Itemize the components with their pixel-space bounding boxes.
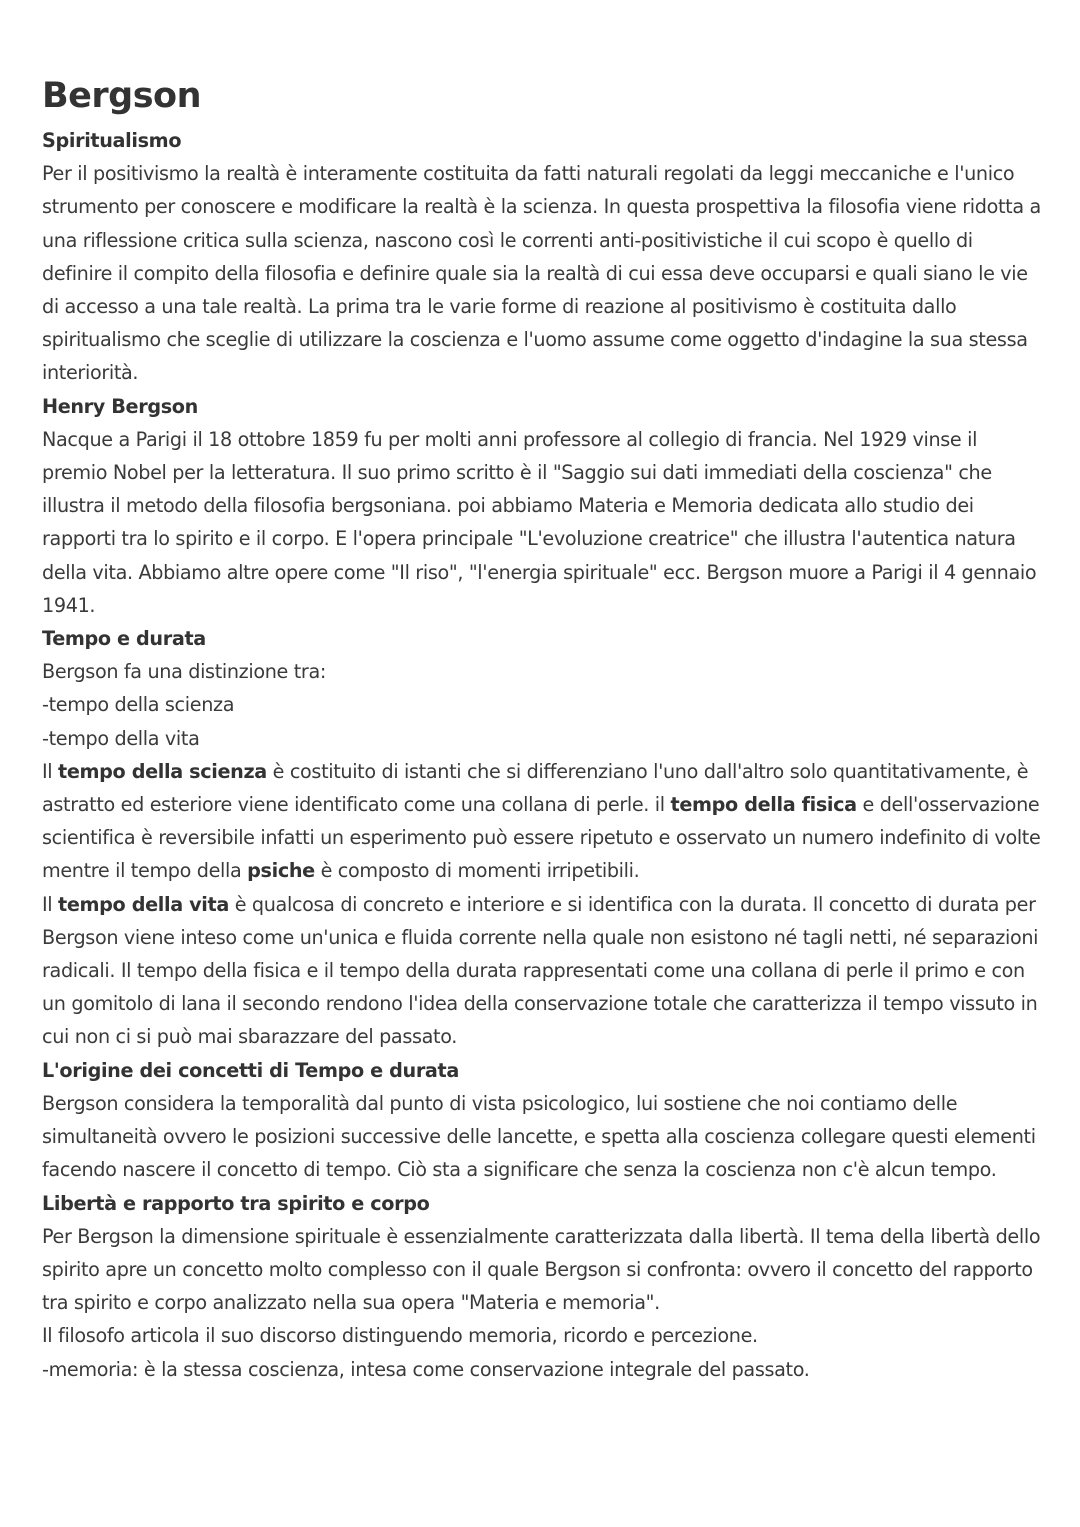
list-item-tempo-vita: -tempo della vita <box>42 726 200 750</box>
text-run: è qualcosa di concreto e interiore e si identifica con la durata. Il concetto di durata per Bergson viene inteso come un'unica e fluida corrente nella quale non esistono né tagli netti, né separazioni radicali. Il tempo della fisica e il tempo della durata rappresentati come una collana di perle il primo e con un gomitolo di lana il secondo rendono l'idea della conservazione totale che caratterizza il tempo vissuto in cui non ci si può mai sbarazzare del passato. <box>42 892 1039 1049</box>
paragraph-temporalita: Bergson considera la temporalità dal punto di vista psicologico, lui sostiene che noi contiamo delle simultaneità ovvero le posizioni successive delle lancette, e spetta alla coscienza collegare questi elementi facendo nascere il concetto di tempo. Ciò sta a significare che senza la coscienza non c'è alcun tempo. <box>42 1091 1036 1182</box>
paragraph-biografia: Nacque a Parigi il 18 ottobre 1859 fu per molti anni professore al collegio di francia. Nel 1929 vinse il premio Nobel per la letteratura. Il suo primo scritto è il "Saggio sui dati immediati della coscienza" che illustra il metodo della filosofia bergsoniana. poi abbiamo Materia e Memoria dedicata allo studio dei rapporti tra lo spirito e il corpo. E l'opera principale "L'evoluzione creatrice" che illustra l'autentica natura della vita. Abbiamo altre opere come "Il riso", "l'energia spirituale" ecc. Bergson muore a Parigi il 4 gennaio 1941. <box>42 427 1037 617</box>
paragraph-distinzione: Bergson fa una distinzione tra: <box>42 660 326 684</box>
list-item-tempo-scienza: -tempo della scienza <box>42 693 235 717</box>
list-item-memoria: -memoria: è la stessa coscienza, intesa come conservazione integrale del passato. <box>42 1357 810 1381</box>
section-heading-henry-bergson: Henry Bergson <box>42 394 198 418</box>
document-page <box>42 72 1042 1386</box>
text-run: Il <box>42 759 59 783</box>
text-run: è composto di momenti irripetibili. <box>314 859 640 883</box>
text-run: e dell'osservazione scientifica è reversibile infatti un esperimento può essere ripetuto e osservato un numero indefinito di volte mentre il tempo della <box>42 793 1041 883</box>
bold-run: tempo della fisica <box>670 793 857 817</box>
bold-run: tempo della vita <box>58 892 229 916</box>
paragraph-positivismo: Per il positivismo la realtà è interamente costituita da fatti naturali regolati da leggi meccaniche e l'unico strumento per conoscere e modificare la realtà è la scienza. In questa prospettiva la filosofia viene ridotta a una riflessione critica sulla scienza, nascono così le correnti anti-positivistiche il cui scopo è quello di definire il compito della filosofia e definire quale sia la realtà di cui essa deve occuparsi e quali siano le vie di accesso a una tale realtà. La prima tra le varie forme di reazione al positivismo è costituita dallo spiritualismo che sceglie di utilizzare la coscienza e l'uomo assume come oggetto d'indagine la sua stessa interiorità. <box>42 162 1041 385</box>
paragraph-filosofo: Il filosofo articola il suo discorso distinguendo memoria, ricordo e percezione. <box>42 1324 758 1348</box>
text-run: è costituito di istanti che si differenziano l'uno dall'altro solo quantitativamente, è astratto ed esteriore viene identificato come una collana di perle. il <box>42 759 1029 817</box>
paragraph-tempo-scienza <box>42 755 1042 888</box>
section-heading-origine-concetti: L'origine dei concetti di Tempo e durata <box>42 1058 459 1082</box>
section-heading-spiritualismo: Spiritualismo <box>42 129 182 152</box>
text-run: Il <box>42 892 59 916</box>
paragraph-liberta: Per Bergson la dimensione spirituale è essenzialmente caratterizzata dalla libertà. Il tema della libertà dello spirito apre un concetto molto complesso con il quale Bergson si confronta: ovvero il concetto del rapporto tra spirito e corpo analizzato nella sua opera "Materia e memoria". <box>42 1224 1041 1315</box>
document-title: Bergson <box>42 76 202 116</box>
paragraph-tempo-vita <box>42 888 1042 1054</box>
section-heading-liberta: Libertà e rapporto tra spirito e corpo <box>42 1191 430 1215</box>
bold-run: psiche <box>247 859 315 883</box>
section-heading-tempo-e-durata: Tempo e durata <box>42 627 206 651</box>
bold-run: tempo della scienza <box>58 759 267 783</box>
